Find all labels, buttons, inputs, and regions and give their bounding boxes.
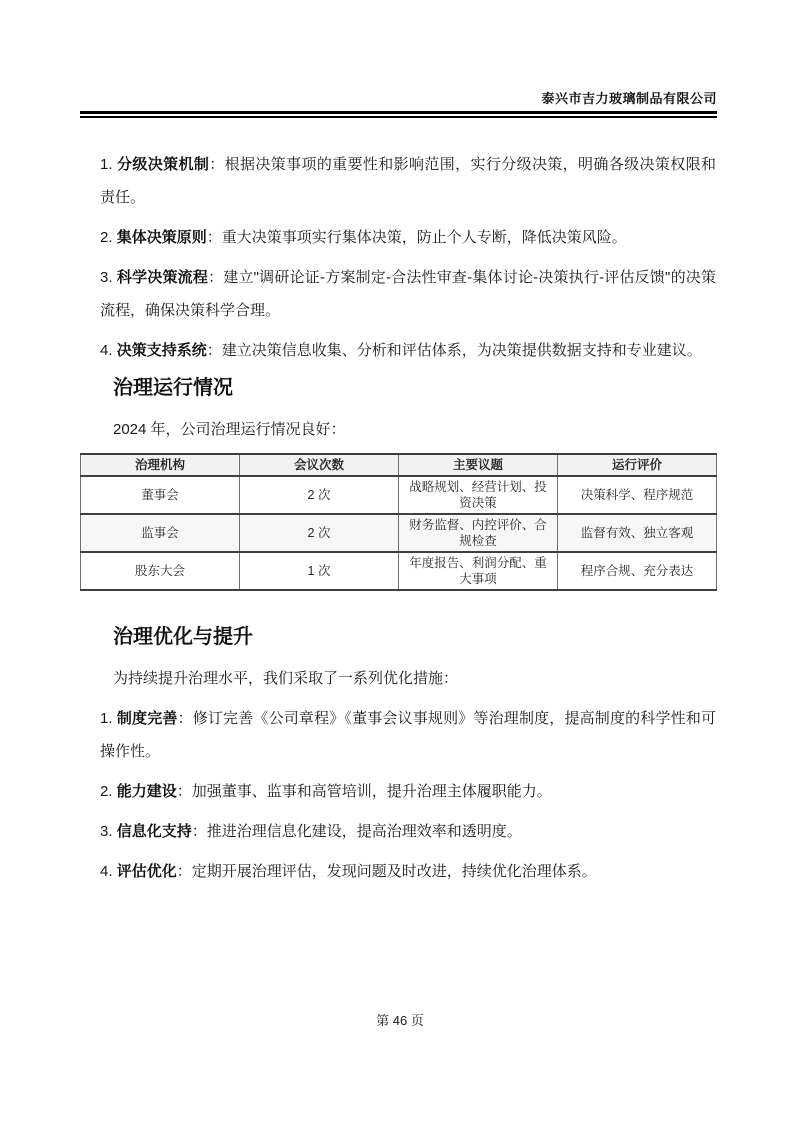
optimization-item-3 [100, 815, 716, 848]
header-rule [80, 111, 717, 118]
table-cell: 决策科学、程序规范 [558, 476, 717, 514]
table-cell: 1 次 [240, 552, 399, 590]
item-number: 4. [100, 863, 117, 880]
item-number: 3. [100, 823, 117, 840]
table-cell: 监事会 [81, 514, 240, 552]
decision-item-3 [100, 261, 716, 327]
decision-item-4 [100, 334, 716, 367]
item-text: ：建立"调研论证-方案制定-合法性审查-集体讨论-决策执行-评估反馈"的决策流程，确保决策科学合理。 [100, 269, 716, 319]
page-content [100, 148, 716, 895]
item-number: 2. [100, 229, 117, 246]
table-cell: 董事会 [81, 476, 240, 514]
item-text: ：修订完善《公司章程》《董事会议事规则》等治理制度，提高制度的科学性和可操作性。 [100, 710, 716, 760]
item-number: 1. [100, 156, 118, 173]
item-number: 2. [100, 783, 117, 800]
table-header-cell: 会议次数 [240, 454, 399, 476]
table-cell: 2 次 [240, 514, 399, 552]
item-text: ：重大决策事项实行集体决策，防止个人专断，降低决策风险。 [206, 229, 627, 246]
item-text: ：加强董事、监事和高管培训，提升治理主体履职能力。 [176, 783, 552, 800]
table-header-row [81, 454, 717, 476]
item-term: 决策支持系统 [116, 342, 207, 359]
item-term: 信息化支持 [116, 823, 192, 840]
section-title-optimization: 治理优化与提升 [113, 626, 253, 648]
table-cell: 战略规划、经营计划、投资决策 [399, 476, 558, 514]
page-number: 第 46 页 [376, 1013, 424, 1028]
table-cell: 程序合规、充分表达 [558, 552, 717, 590]
table-cell: 股东大会 [81, 552, 240, 590]
optimization-item-1 [100, 702, 716, 768]
table-row [81, 476, 717, 514]
decision-item-2 [100, 221, 716, 254]
page-footer [0, 1010, 800, 1029]
decision-item-1 [100, 148, 716, 214]
item-text: ：推进治理信息化建设，提高治理效率和透明度。 [191, 823, 522, 840]
item-term: 科学决策流程 [116, 269, 209, 286]
item-term: 评估优化 [116, 863, 177, 880]
item-term: 分级决策机制 [117, 156, 210, 173]
table-row [81, 552, 717, 590]
section-title-governance: 治理运行情况 [113, 377, 233, 399]
item-number: 4. [100, 342, 117, 359]
item-number: 1. [100, 710, 117, 727]
governance-intro: 2024 年，公司治理运行情况良好： [113, 421, 346, 438]
table-header-cell: 运行评价 [558, 454, 717, 476]
optimization-item-4 [100, 855, 716, 888]
table-cell: 2 次 [240, 476, 399, 514]
table-cell: 年度报告、利润分配、重大事项 [399, 552, 558, 590]
table-header-cell: 主要议题 [399, 454, 558, 476]
governance-table [80, 453, 717, 591]
item-text: ：定期开展治理评估，发现问题及时改进，持续优化治理体系。 [176, 863, 597, 880]
item-text: ：根据决策事项的重要性和影响范围，实行分级决策，明确各级决策权限和责任。 [100, 156, 716, 206]
table-header-cell: 治理机构 [81, 454, 240, 476]
item-term: 能力建设 [116, 783, 177, 800]
optimization-intro: 为持续提升治理水平，我们采取了一系列优化措施： [113, 670, 459, 687]
page-header [80, 88, 717, 118]
item-term: 集体决策原则 [116, 229, 207, 246]
item-text: ：建立决策信息收集、分析和评估体系，为决策提供数据支持和专业建议。 [206, 342, 702, 359]
company-name: 泰兴市吉力玻璃制品有限公司 [541, 91, 717, 106]
table-cell: 监督有效、独立客观 [558, 514, 717, 552]
table-cell: 财务监督、内控评价、合规检查 [399, 514, 558, 552]
item-term: 制度完善 [116, 710, 178, 727]
item-number: 3. [100, 269, 117, 286]
table-row [81, 514, 717, 552]
optimization-item-2 [100, 775, 716, 808]
